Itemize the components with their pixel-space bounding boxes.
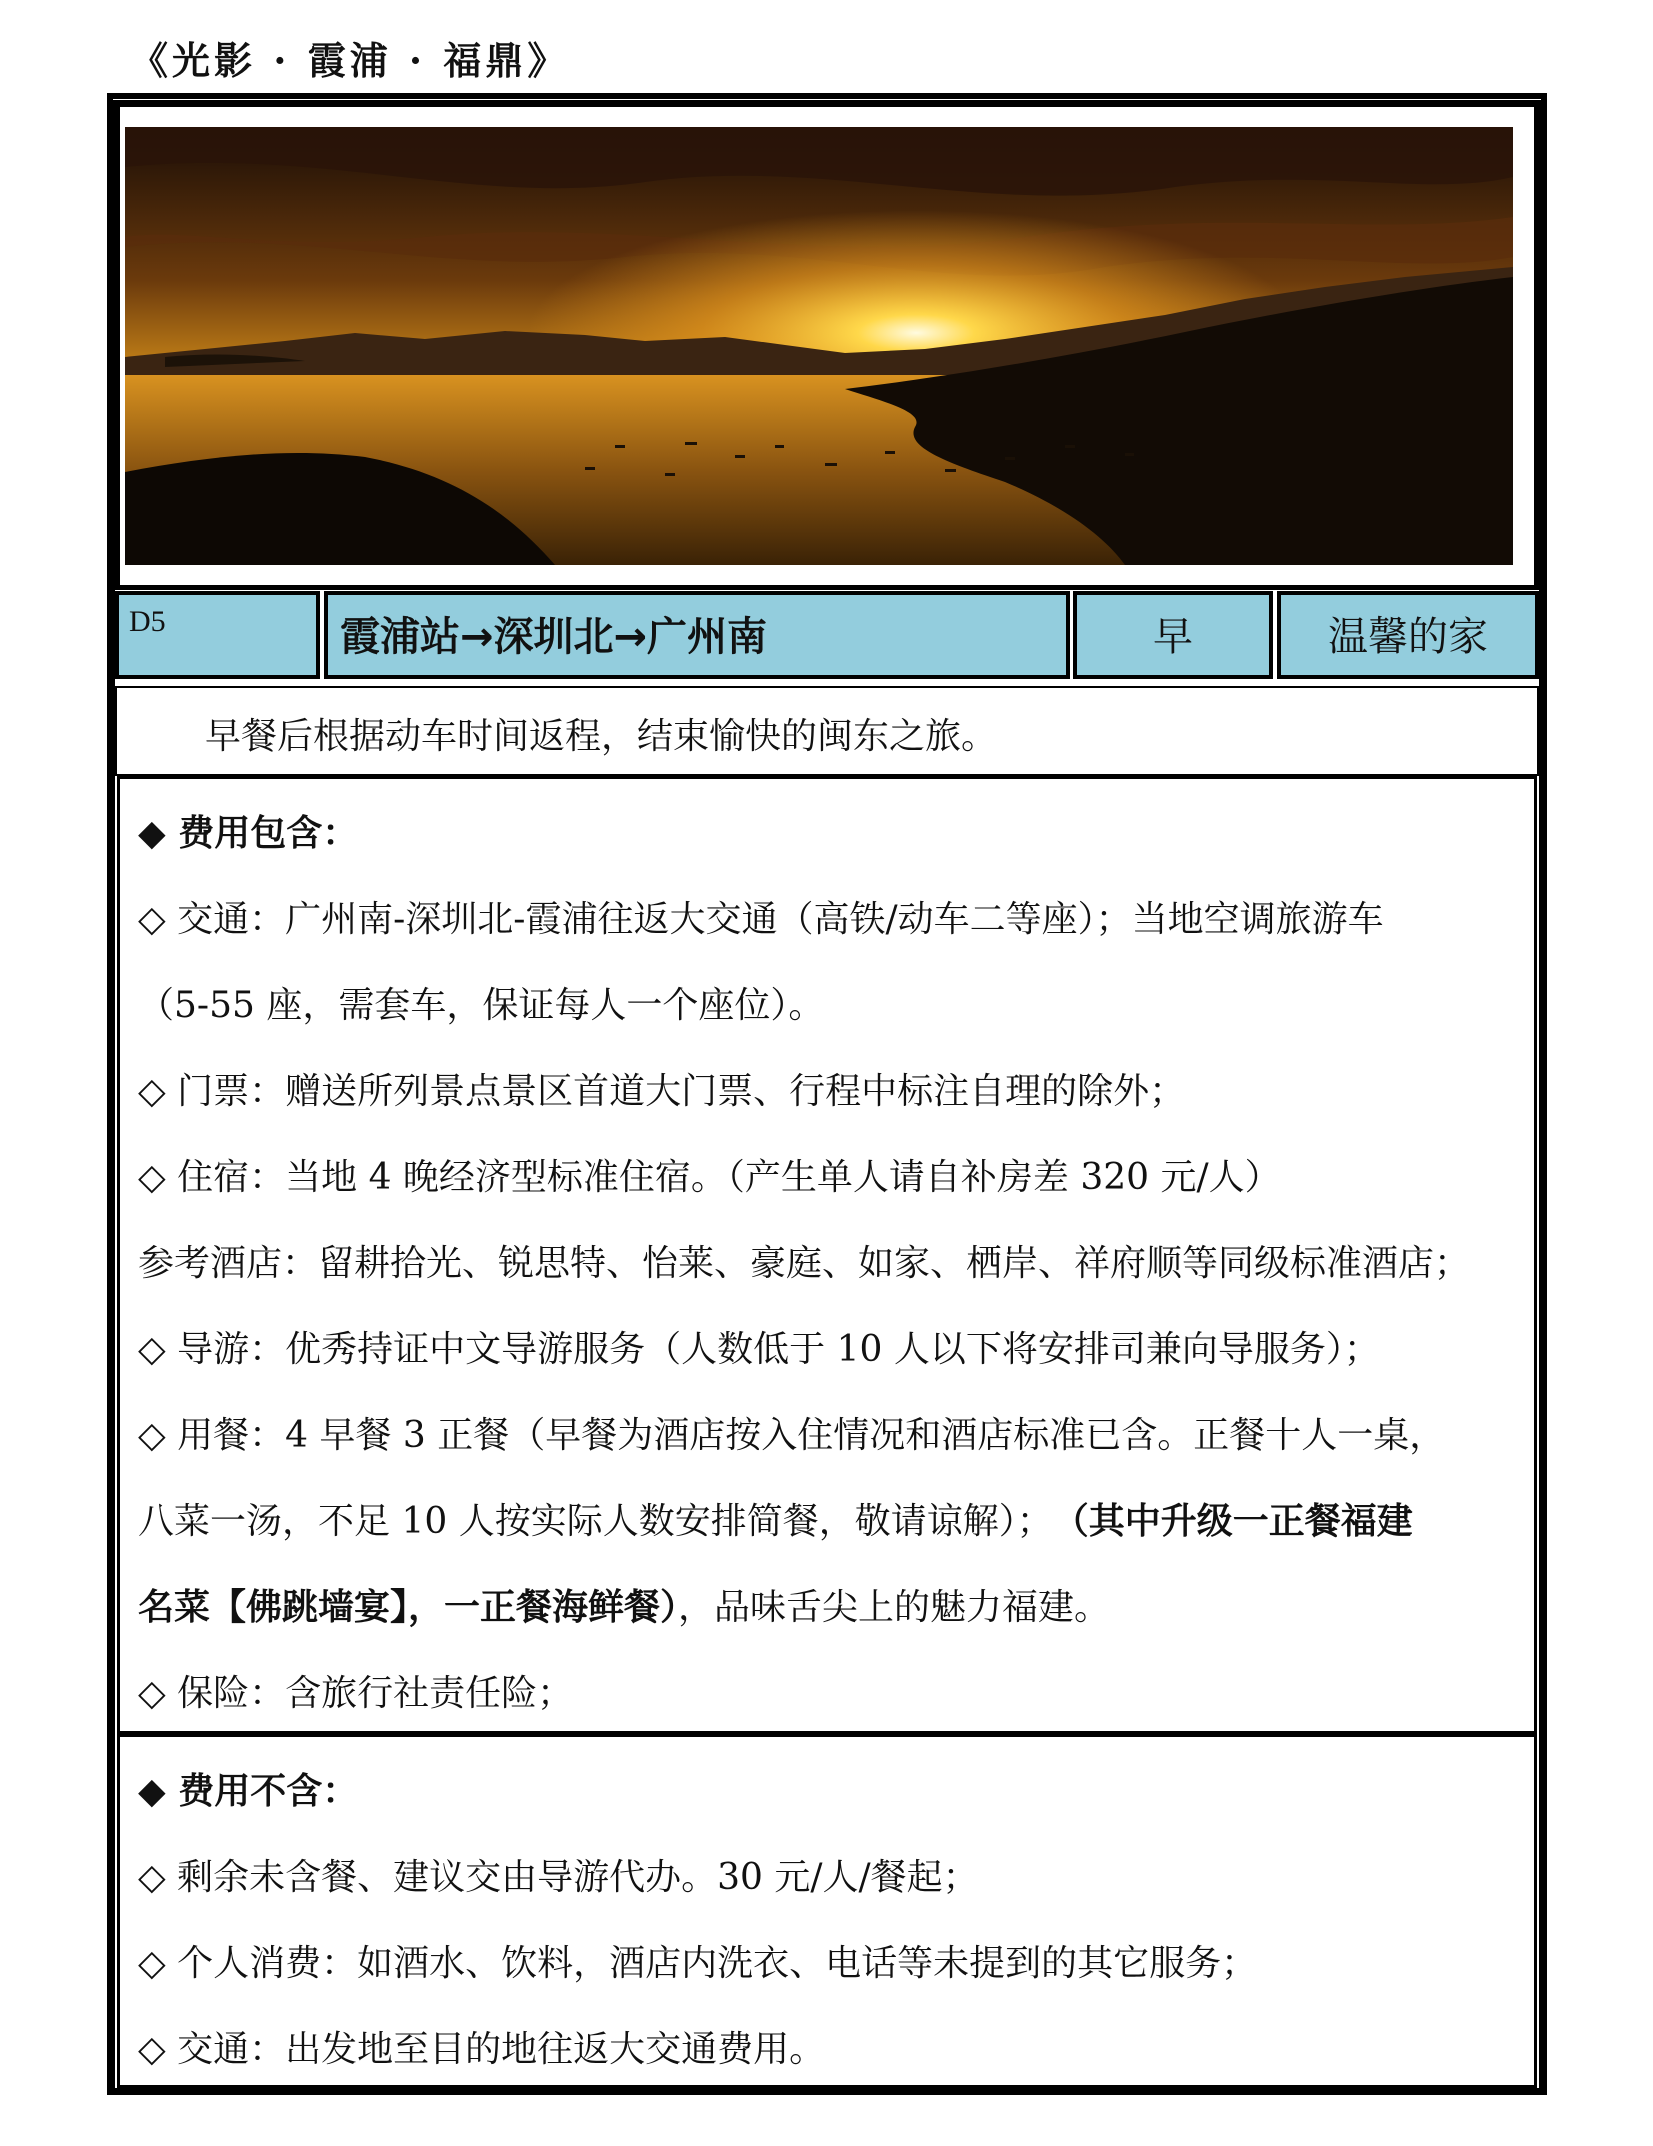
page-title: 《光影 · 霞浦 · 福鼎》 xyxy=(130,38,570,83)
sunset-photo xyxy=(125,127,1513,565)
fee-line-transport-cont: （5-55 座，需套车，保证每人一个座位）。 xyxy=(138,985,825,1026)
route-text: 霞浦站→深圳北→广州南 xyxy=(340,614,768,660)
fee-line-meals-upgrade xyxy=(138,1579,1110,1630)
fee-line-lodging: ◇ 住宿：当地 4 晚经济型标准住宿。（产生单人请自补房差 320 元/人） xyxy=(138,1157,1281,1198)
hotel-cell xyxy=(1277,591,1539,679)
exclude-line-meals: ◇ 剩余未含餐、建议交由导游代办。30 元/人/餐起； xyxy=(138,1857,979,1898)
fee-line-meals: ◇ 用餐：4 早餐 3 正餐（早餐为酒店按入住情况和酒店标准已含。正餐十人一桌， xyxy=(138,1415,1446,1456)
meal-text: 早 xyxy=(1153,614,1193,660)
route-cell xyxy=(324,591,1070,679)
meals-note-normal: 八菜一汤，不足 10 人按实际人数安排简餐，敬请谅解）； xyxy=(138,1501,1053,1542)
fee-line-insurance: ◇ 保险：含旅行社责任险； xyxy=(138,1673,574,1714)
day-description-box xyxy=(115,686,1539,776)
day-number-cell xyxy=(115,591,320,679)
meals-upgrade-bold: 名菜【佛跳墙宴】，一正餐海鲜餐） xyxy=(138,1587,679,1628)
fee-line-transport: ◇ 交通：广州南-深圳北-霞浦往返大交通（高铁/动车二等座）；当地空调旅游车 xyxy=(138,899,1384,940)
day-description: 早餐后根据动车时间返程，结束愉快的闽东之旅。 xyxy=(205,716,998,757)
exclude-line-personal: ◇ 个人消费：如酒水、饮料，酒店内洗衣、电话等未提到的其它服务； xyxy=(138,1943,1258,1984)
meals-upgrade-normal: ，品味舌尖上的魅力福建。 xyxy=(678,1587,1111,1628)
fees-included-section xyxy=(117,776,1537,1734)
fees-included-heading: ◆ 费用包含： xyxy=(138,813,359,854)
meal-cell xyxy=(1073,591,1273,679)
fees-excluded-section xyxy=(117,1734,1537,2088)
meals-note-bold: （其中升级一正餐福建 xyxy=(1070,1501,1413,1542)
fees-excluded-heading: ◆ 费用不含： xyxy=(138,1771,359,1812)
fee-line-meals-cont xyxy=(138,1493,1413,1544)
day-number: D5 xyxy=(129,605,166,638)
hotel-text: 温馨的家 xyxy=(1328,614,1488,660)
exclude-line-transport: ◇ 交通：出发地至目的地往返大交通费用。 xyxy=(138,2029,826,2070)
fee-line-tickets: ◇ 门票：赠送所列景点景区首道大门票、行程中标注自理的除外； xyxy=(138,1071,1186,1112)
fee-line-guide: ◇ 导游：优秀持证中文导游服务（人数低于 10 人以下将安排司兼向导服务）； xyxy=(138,1329,1380,1370)
fee-line-reference-hotels: 参考酒店：留耕拾光、锐思特、怡莱、豪庭、如家、栖岸、祥府顺等同级标准酒店； xyxy=(138,1243,1471,1284)
